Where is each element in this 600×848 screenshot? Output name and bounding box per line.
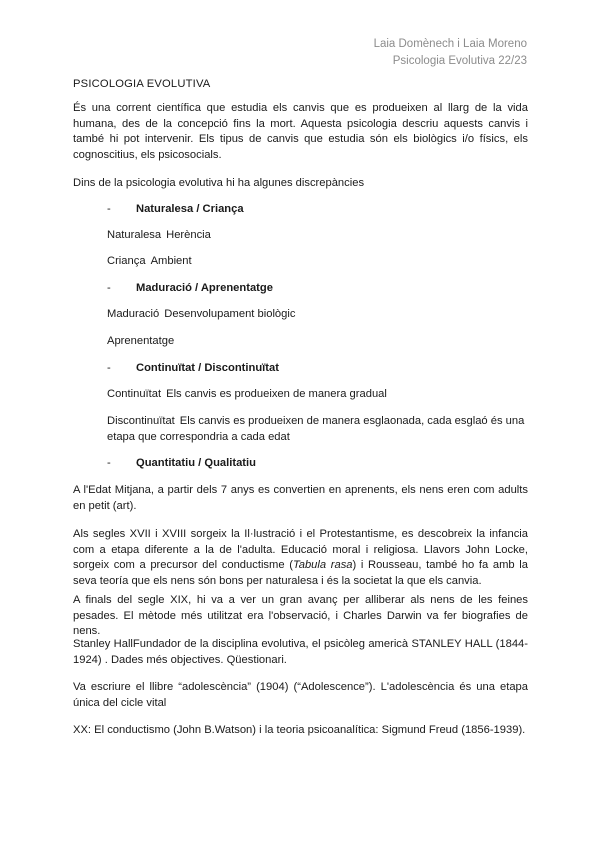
discrepancy-heading-continuity bbox=[107, 361, 279, 377]
item-term: Criança bbox=[107, 255, 146, 267]
tabula-rasa-term: Tabula rasa bbox=[292, 559, 353, 571]
history-adolescence: Va escriure el llibre “adolescència” (1904) (“Adolescence”). L'adolescència és una etapa única del cicle vital bbox=[73, 681, 528, 709]
page-header bbox=[374, 36, 527, 70]
header-course: Psicologia Evolutiva 22/23 bbox=[392, 55, 527, 67]
intro-paragraph: És una corrent científica que estudia els canvis que es produeixen al llarg de la vida humana, des de la concepció fins la mort. Aquesta psicologia descriu aquests canvis i també hi pot intervenir. Els tipus de canvis que estudia són els biològics i/o físics, els cognoscitius, els psicosocials. bbox=[73, 102, 528, 161]
item-term: Maduració bbox=[107, 308, 160, 320]
history-middle-ages: A l'Edat Mitjana, a partir dels 7 anys es convertien en aprenents, els nens eren com adults en petit (art). bbox=[73, 484, 528, 512]
bullet-dash: - bbox=[107, 203, 111, 215]
heading-text: Naturalesa / Criança bbox=[136, 203, 244, 215]
discrepancy-item bbox=[107, 307, 528, 323]
item-term: Continuïtat bbox=[107, 388, 162, 400]
discrepancy-item bbox=[107, 387, 528, 403]
item-desc: Herència bbox=[166, 229, 211, 241]
history-hall: Stanley HallFundador de la disciplina evolutiva, el psicòleg americà STANLEY HALL (1844-1924) . Dades més objectives. Qüestionari. bbox=[73, 638, 528, 666]
history-xix: A finals del segle XIX, hi va a ver un gran avanç per alliberar als nens de les feines pesades. El mètode més utilitzat era l'observació, i Charles Darwin va fer biografies de nens. bbox=[73, 594, 528, 637]
item-term: Naturalesa bbox=[107, 229, 162, 241]
discrepancies-intro: Dins de la psicologia evolutiva hi ha algunes discrepàncies bbox=[73, 177, 365, 189]
item-term: Aprenentatge bbox=[107, 335, 175, 347]
bullet-dash: - bbox=[107, 457, 111, 469]
discrepancy-item bbox=[107, 228, 528, 244]
discrepancy-item bbox=[107, 334, 528, 350]
bullet-dash: - bbox=[107, 282, 111, 294]
heading-text: Continuïtat / Discontinuïtat bbox=[136, 362, 279, 374]
heading-text: Quantitatiu / Qualitatiu bbox=[136, 457, 256, 469]
discrepancy-heading-quantity bbox=[107, 456, 256, 472]
heading-text: Maduració / Aprenentatge bbox=[136, 282, 273, 294]
document-title: PSICOLOGIA EVOLUTIVA bbox=[73, 78, 211, 90]
discrepancy-heading-maturation bbox=[107, 281, 273, 297]
item-desc: Els canvis es produeixen de manera esglaonada, cada esglaó és una etapa que correspondria a cada edat bbox=[107, 415, 525, 443]
header-authors: Laia Domènech i Laia Moreno bbox=[373, 38, 527, 50]
history-xx: XX: El conductismo (John B.Watson) i la teoria psicoanalítica: Sigmund Freud (1856-1939). bbox=[73, 724, 526, 736]
history-xvii-xviii bbox=[73, 527, 528, 589]
item-desc: Desenvolupament biològic bbox=[164, 308, 296, 320]
history-text: Als segles XVII i XVIII sorgeix la Il·lustració i el Protestantisme, es descobreix la infancia com a etapa diferente a la de l'adulta. Educació moral i religiosa. Llavors John Locke, sorgeix com a precursor del conductisme ( bbox=[73, 528, 528, 571]
item-term: Discontinuïtat bbox=[107, 415, 175, 427]
bullet-dash: - bbox=[107, 362, 111, 374]
discrepancy-heading-nature bbox=[107, 202, 244, 218]
history-text: ) i Rousseau, també ho fa amb la seva teoría que els nens són bons per naturalesa i és la societat la que els canvia. bbox=[73, 559, 528, 587]
discrepancy-item bbox=[107, 254, 528, 270]
item-desc: Els canvis es produeixen de manera gradual bbox=[166, 388, 387, 400]
discrepancy-item bbox=[107, 414, 528, 445]
item-desc: Ambient bbox=[150, 255, 192, 267]
